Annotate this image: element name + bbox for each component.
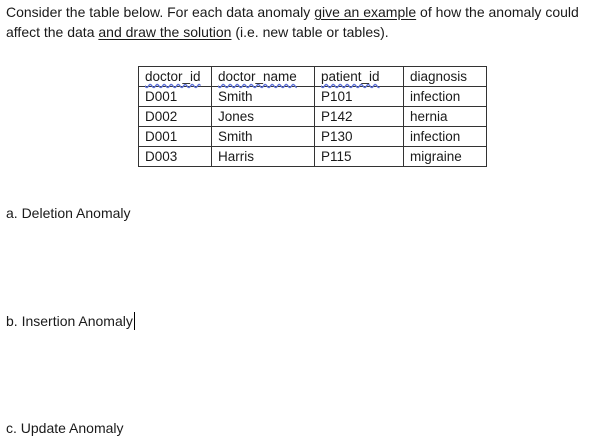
instructions-text: (i.e. new table or tables).: [231, 24, 389, 40]
instructions-text: of how the anomaly could: [416, 4, 579, 20]
table-row: [139, 107, 487, 127]
table-row: [139, 127, 487, 147]
column-header-patient-id: patient_id: [315, 67, 404, 87]
insertion-anomaly-label: b. Insertion Anomaly: [6, 313, 133, 329]
table-header-row: [139, 67, 487, 87]
table-cell: D002: [139, 107, 212, 127]
table-row: [139, 147, 487, 167]
deletion-anomaly-heading[interactable]: a. Deletion Anomaly: [6, 205, 131, 221]
table-cell: infection: [404, 127, 487, 147]
insertion-anomaly-heading[interactable]: [6, 312, 135, 330]
table-cell: Smith: [212, 87, 315, 107]
instructions-line-1: [6, 2, 612, 22]
table-cell: P142: [315, 107, 404, 127]
instructions-underlined-text: and draw the solution: [98, 24, 232, 40]
table-cell: P130: [315, 127, 404, 147]
table-cell: migraine: [404, 147, 487, 167]
text-cursor: [134, 312, 135, 330]
table-cell: P115: [315, 147, 404, 167]
update-anomaly-heading[interactable]: c. Update Anomaly: [6, 420, 124, 436]
column-header-doctor-name: doctor_name: [212, 67, 315, 87]
table-cell: Harris: [212, 147, 315, 167]
table-cell: infection: [404, 87, 487, 107]
table-cell: D001: [139, 127, 212, 147]
table-cell: Smith: [212, 127, 315, 147]
doctor-patient-table: [138, 66, 487, 167]
instructions-underlined-text: give an example: [314, 4, 417, 20]
instructions-text: Consider the table below. For each data anomaly: [6, 4, 315, 20]
table-cell: hernia: [404, 107, 487, 127]
table-row: [139, 87, 487, 107]
table-cell: Jones: [212, 107, 315, 127]
instructions-paragraph: [6, 2, 612, 42]
table-cell: D001: [139, 87, 212, 107]
instructions-line-2: [6, 22, 612, 42]
column-header-doctor-id: doctor_id: [139, 67, 212, 87]
column-header-diagnosis: diagnosis: [404, 67, 487, 87]
table-cell: D003: [139, 147, 212, 167]
instructions-text: affect the data: [6, 24, 99, 40]
table-cell: P101: [315, 87, 404, 107]
